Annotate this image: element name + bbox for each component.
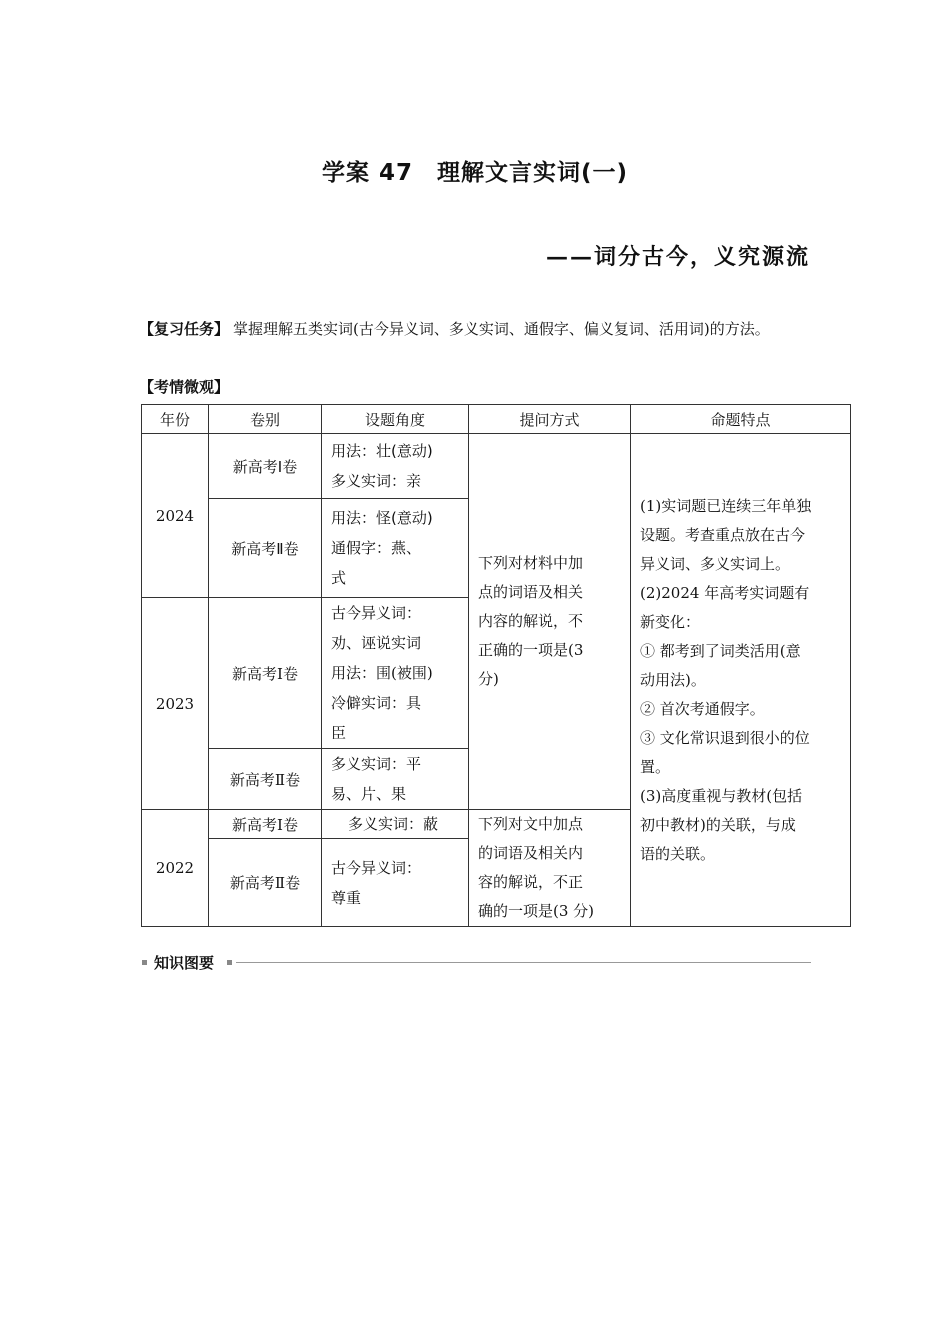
exam-overview-label: 【考情微观】 [139,378,230,396]
paper-cell: 新高考Ⅰ卷 [209,598,322,749]
feature-cell: (1)实词题已连续三年单独 设题。考查重点放在古今 异义词、多义实词上。 (2)2024 年高考实词题有 新变化： ① 都考到了词类活用(意 动用法)。 ② 首次考通假字。 ③ 文化常识退到很小的位 置。 (3)高度重视与教材(包括 初中教材)的关联，与成 语的关联。 [631,434,851,927]
angle-cell: 多义实词：平 易、片、果 [322,749,469,810]
square-bullet-icon [142,960,147,965]
section-divider [236,962,811,963]
paper-cell: 新高考Ⅰ卷 [209,810,322,839]
review-task [139,316,811,343]
angle-cell: 古今异义词： 劝、诬说实词 用法：围(被围) 冷僻实词：具 臣 [322,598,469,749]
review-task-label: 【复习任务】 [139,320,230,338]
header-year: 年份 [142,405,209,434]
page-subtitle: ——词分古今，义究源流 [545,244,810,270]
angle-cell: 多义实词：蔽 [322,810,469,839]
paper-cell: 新高考Ⅱ卷 [209,749,322,810]
year-cell: 2024 [142,434,209,598]
paper-cell: 新高考Ⅱ卷 [209,839,322,927]
table-row [142,434,851,499]
table-header-row [142,405,851,434]
exam-overview-table [141,404,851,927]
header-paper: 卷别 [209,405,322,434]
ask-cell: 下列对材料中加 点的词语及相关 内容的解说，不 正确的一项是(3 分) [469,434,631,810]
ask-cell: 下列对文中加点 的词语及相关内 容的解说，不正 确的一项是(3 分) [469,810,631,927]
section-heading-knowledge-map [141,952,811,972]
square-bullet-icon [227,960,232,965]
year-cell: 2022 [142,810,209,927]
section-heading-text: 知识图要 [154,954,215,972]
angle-cell: 用法：壮(意动) 多义实词：亲 [322,434,469,499]
paper-cell: 新高考Ⅱ卷 [209,499,322,598]
year-cell: 2023 [142,598,209,810]
paper-cell: 新高考Ⅰ卷 [209,434,322,499]
review-task-content: 掌握理解五类实词(古今异义词、多义实词、通假字、偏义复词、活用词)的方法。 [233,320,770,338]
angle-cell: 用法：怪(意动) 通假字：燕、 式 [322,499,469,598]
header-feature: 命题特点 [631,405,851,434]
angle-cell: 古今异义词： 尊重 [322,839,469,927]
page-title: 学案 47 理解文言实词(一) [321,160,629,186]
header-angle: 设题角度 [322,405,469,434]
header-ask: 提问方式 [469,405,631,434]
